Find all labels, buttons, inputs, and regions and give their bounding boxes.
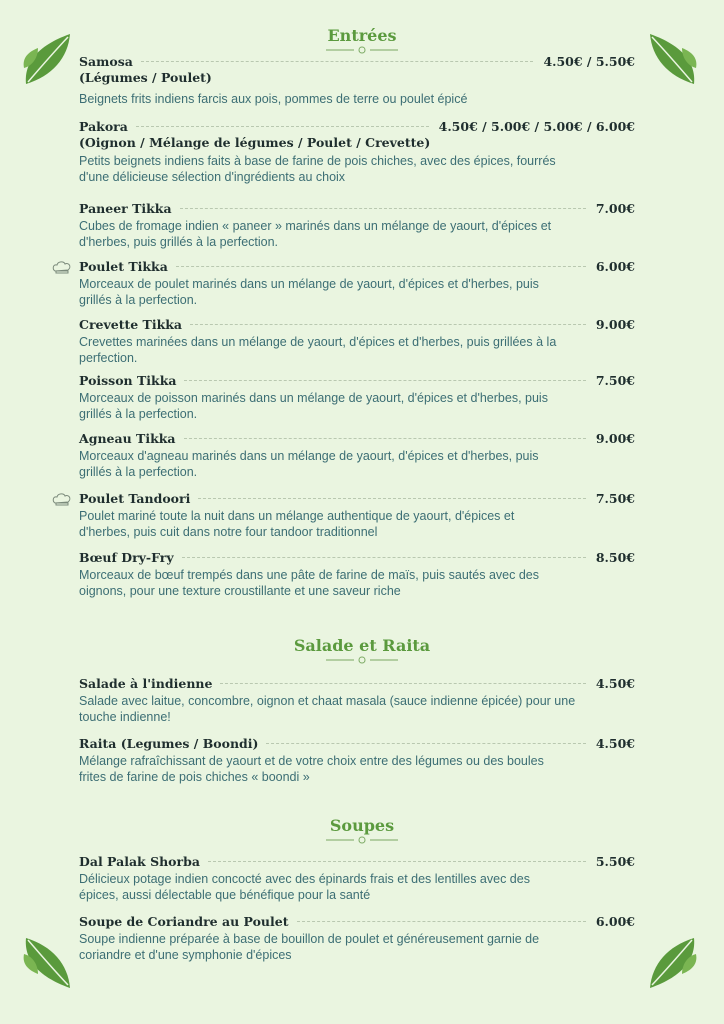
menu-item-boeuf-dry-fry	[79, 550, 635, 599]
item-price: 4.50€ / 5.50€	[543, 54, 635, 69]
ornament-divider	[324, 46, 400, 54]
item-description: Crevettes marinées dans un mélange de yaourt, d'épices et d'herbes, puis grillées à la perfection.	[79, 335, 557, 365]
menu-item-raita	[79, 736, 635, 785]
item-description: Poulet mariné toute la nuit dans un mélange authentique de yaourt, d'épices et d'herbes, puis cuit dans notre four tandoor traditionnel	[79, 509, 515, 539]
item-description: Délicieux potage indien concocté avec des épinards frais et des lentilles avec des épices, aussi délectable que bénéfique pour la santé	[79, 872, 530, 902]
item-price: 4.50€ / 5.00€ / 5.00€ / 6.00€	[438, 119, 635, 134]
item-description: Beignets frits indiens farcis aux pois, pommes de terre ou poulet épicé	[79, 92, 468, 106]
item-name: Dal Palak Shorba	[79, 854, 200, 869]
item-price: 7.50€	[595, 491, 635, 506]
item-price: 4.50€	[595, 736, 635, 751]
item-options: (Oignon / Mélange de légumes / Poulet / Crevette)	[79, 135, 431, 150]
item-name: Salade à l'indienne	[79, 676, 213, 691]
leaf-icon	[646, 934, 698, 994]
chef-hat-icon	[51, 492, 73, 506]
item-description: Morceaux d'agneau marinés dans un mélange de yaourt, d'épices et d'herbes, puis grillés à la perfection.	[79, 449, 539, 479]
item-name: Paneer Tikka	[79, 201, 172, 216]
section-title-entrees: Entrées	[0, 26, 724, 54]
item-description: Cubes de fromage indien « paneer » marinés dans un mélange de yaourt, d'épices et d'herbes, puis grillés à la perfection.	[79, 219, 552, 249]
leaf-icon	[22, 934, 74, 994]
menu-item-crevette-tikka	[79, 317, 635, 366]
section-title-salade-raita: Salade et Raita	[0, 636, 724, 664]
item-name: Crevette Tikka	[79, 317, 183, 332]
menu-item-soupe-coriandre	[79, 914, 635, 963]
item-name: Bœuf Dry-Fry	[79, 550, 174, 565]
item-description: Salade avec laitue, concombre, oignon et chaat masala (sauce indienne épicée) pour une touche indienne!	[79, 694, 576, 724]
item-price: 7.00€	[595, 201, 635, 216]
item-price: 6.00€	[595, 259, 635, 274]
item-name: Pakora	[79, 119, 128, 134]
item-price: 6.00€	[595, 914, 635, 929]
ornament-divider	[324, 836, 400, 844]
item-name: Samosa	[79, 54, 133, 69]
item-description: Mélange rafraîchissant de yaourt et de votre choix entre des légumes ou des boules frites de farine de pois chiches « boondi »	[79, 754, 544, 784]
section-title-soupes: Soupes	[0, 816, 724, 844]
menu-item-agneau-tikka	[79, 431, 635, 480]
item-price: 9.00€	[595, 431, 635, 446]
menu-item-salade-indienne	[79, 676, 635, 725]
item-options: (Légumes / Poulet)	[79, 70, 212, 85]
item-description: Soupe indienne préparée à base de bouillon de poulet et généreusement garnie de coriandre et d'une symphonie d'épices	[79, 932, 540, 962]
menu-item-poulet-tikka	[79, 259, 635, 308]
menu-item-samosa	[79, 54, 635, 107]
menu-item-poisson-tikka	[79, 373, 635, 422]
item-description: Morceaux de poulet marinés dans un mélange de yaourt, d'épices et d'herbes, puis grillés à la perfection.	[79, 277, 539, 307]
item-name: Agneau Tikka	[79, 431, 176, 446]
item-name: Raita (Legumes / Boondi)	[79, 736, 259, 751]
item-name: Poulet Tandoori	[79, 491, 191, 506]
item-name: Poulet Tikka	[79, 259, 168, 274]
item-description: Morceaux de poisson marinés dans un mélange de yaourt, d'épices et d'herbes, puis grillés à la perfection.	[79, 391, 548, 421]
chef-hat-icon	[51, 260, 73, 274]
item-name: Soupe de Coriandre au Poulet	[79, 914, 289, 929]
menu-item-paneer-tikka	[79, 201, 635, 250]
item-description: Petits beignets indiens faits à base de farine de pois chiches, avec des épices, fourrés d'une délicieuse sélection d'ingrédients au choix	[79, 154, 556, 184]
ornament-divider	[324, 656, 400, 664]
item-price: 9.00€	[595, 317, 635, 332]
item-price: 8.50€	[595, 550, 635, 565]
item-price: 7.50€	[595, 373, 635, 388]
item-description: Morceaux de bœuf trempés dans une pâte de farine de maïs, puis sautés avec des oignons, pour une texture croustillante et une saveur riche	[79, 568, 539, 598]
item-name: Poisson Tikka	[79, 373, 177, 388]
menu-item-pakora	[79, 119, 635, 185]
item-price: 4.50€	[595, 676, 635, 691]
menu-item-poulet-tandoori	[79, 491, 635, 540]
menu-item-dal-palak-shorba	[79, 854, 635, 903]
item-price: 5.50€	[595, 854, 635, 869]
